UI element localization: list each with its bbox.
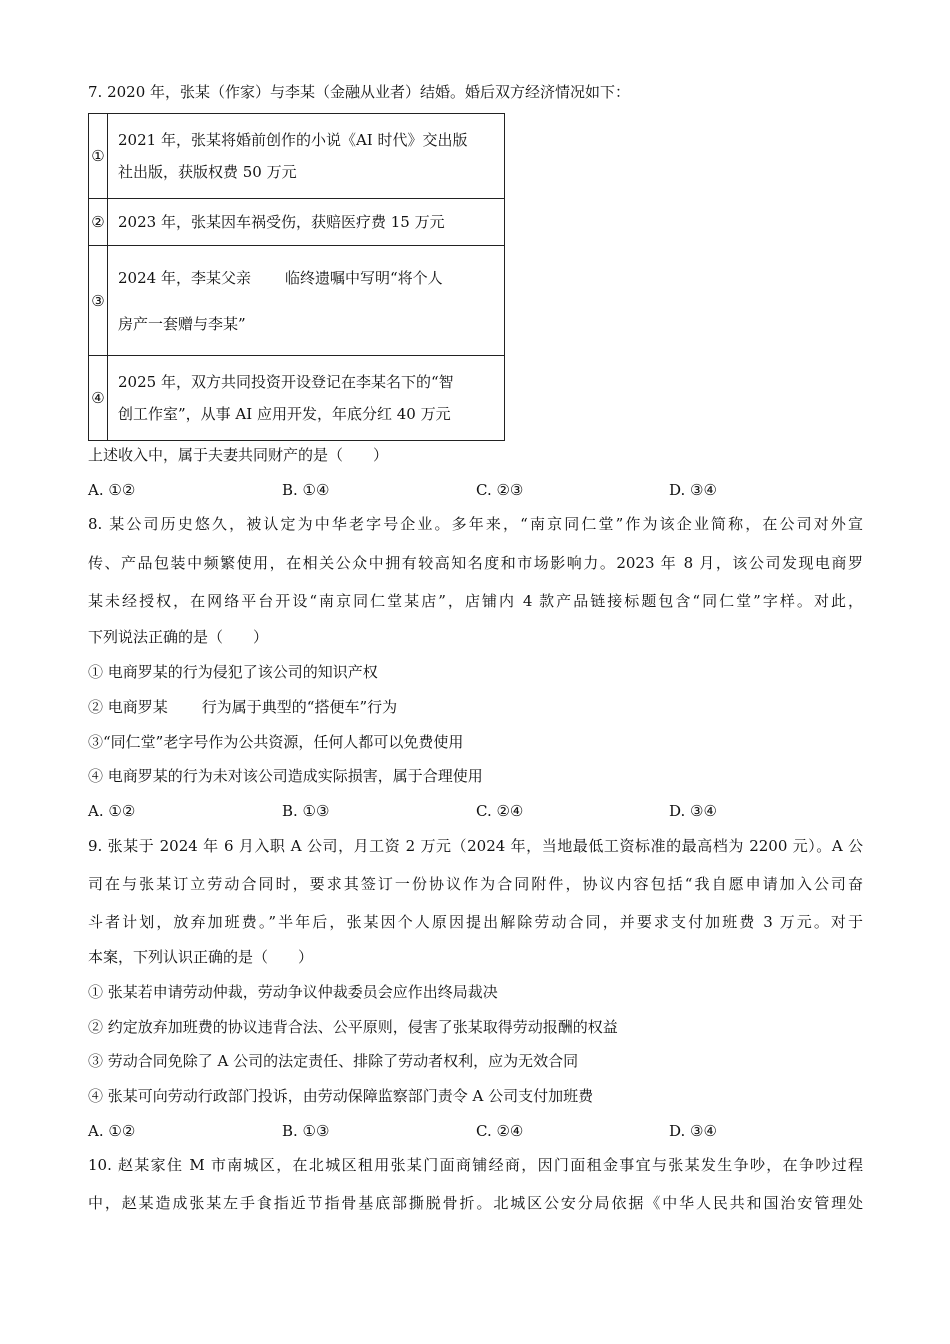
q8-item-4: ④ 电商罗某的行为未对该公司造成实际损害，属于合理使用 [88,767,483,785]
q8-item-2a: ② 电商罗某 [88,698,168,716]
table-row [89,114,505,199]
q10-stem-line: 10. 赵某家住 M 市南城区，在北城区租用张某门面商铺经商，因门面租金事宜与张某发生争吵，在争吵过程 [88,1156,863,1174]
q7-income-table [88,113,505,441]
row-number: ③ [89,246,108,356]
table-row [89,356,505,441]
q9-option-d: D. ③④ [669,1122,717,1140]
q8-item-2 [88,697,397,717]
q9-stem-line: 9. 张某于 2024 年 6 月入职 A 公司，月工资 2 万元（2024 年，当地最低工资标准的最高档为 2200 元）。A 公 [88,837,863,855]
q7-option-a: A. ①② [88,481,136,499]
q9-item-1: ① 张某若申请劳动仲裁，劳动争议仲裁委员会应作出终局裁决 [88,983,498,1001]
q9-item-2: ② 约定放弃加班费的协议违背合法、公平原则，侵害了张某取得劳动报酬的权益 [88,1018,618,1036]
row-text-line1a: 2024 年，李某父亲 [118,268,251,287]
q8-option-a: A. ①② [88,802,136,820]
q8-item-3: ③“同仁堂”老字号作为公共资源，任何人都可以免费使用 [88,733,464,751]
row-number: ④ [89,356,108,441]
q7-option-d: D. ③④ [669,481,717,499]
table-row [89,246,505,356]
q10-stem-line: 中，赵某造成张某左手食指近节指骨基底部撕脱骨折。北城区公安分局依据《中华人民共和国治安管理处 [88,1194,863,1212]
row-text-line1: 2021 年，张某将婚前创作的小说《AI 时代》交出版 [118,131,468,149]
q8-option-b: B. ①③ [282,802,330,820]
row-text-line1: 2025 年，双方共同投资开设登记在李某名下的“智 [118,373,454,391]
row-text-line1: 2023 年，张某因车祸受伤，获赔医疗费 15 万元 [118,213,445,231]
q7-question: 上述收入中，属于夫妻共同财产的是（ ） [88,446,389,464]
row-text-line1b: 临终遗嘱中写明“将个人 [284,268,443,287]
q7-stem: 7. 2020 年，张某（作家）与李某（金融从业者）结婚。婚后双方经济情况如下： [88,83,631,101]
row-text-line2: 社出版，获版权费 50 万元 [118,163,297,181]
q7-option-c: C. ②③ [476,481,524,499]
q9-option-b: B. ①③ [282,1122,330,1140]
q8-option-c: C. ②④ [476,802,524,820]
q8-item-2b: 行为属于典型的“搭便车”行为 [201,698,398,716]
q8-stem-last: 下列说法正确的是（ ） [88,628,269,646]
row-text-line2: 创工作室”，从事 AI 应用开发，年底分红 40 万元 [118,405,451,423]
row-number: ② [89,199,108,246]
q9-option-a: A. ①② [88,1122,136,1140]
q9-stem-line: 司在与张某订立劳动合同时，要求其签订一份协议作为合同附件，协议内容包括“我自愿申请加入公司奋 [88,875,863,893]
q8-stem-line: 传、产品包装中频繁使用，在相关公众中拥有较高知名度和市场影响力。2023 年 8 月，该公司发现电商罗 [88,554,863,572]
q9-stem-last: 本案，下列认识正确的是（ ） [88,948,314,966]
q9-stem-line: 斗者计划，放弃加班费。”半年后，张某因个人原因提出解除劳动合同，并要求支付加班费 3 万元。对于 [88,913,863,931]
row-text-line2: 房产一套赠与李某” [118,314,246,333]
q9-option-c: C. ②④ [476,1122,524,1140]
q8-stem-line: 某未经授权，在网络平台开设“南京同仁堂某店”，店铺内 4 款产品链接标题包含“同仁堂”字样。对此， [88,592,863,610]
q8-stem-line: 8. 某公司历史悠久，被认定为中华老字号企业。多年来，“南京同仁堂”作为该企业简称，在公司对外宣 [88,515,863,533]
q8-option-d: D. ③④ [669,802,717,820]
q8-item-1: ① 电商罗某的行为侵犯了该公司的知识产权 [88,663,378,681]
table-row [89,199,505,246]
row-number: ① [89,114,108,199]
q9-item-4: ④ 张某可向劳动行政部门投诉，由劳动保障监察部门责令 A 公司支付加班费 [88,1087,594,1105]
q9-item-3: ③ 劳动合同免除了 A 公司的法定责任、排除了劳动者权利，应为无效合同 [88,1052,579,1070]
q7-option-b: B. ①④ [282,481,330,499]
